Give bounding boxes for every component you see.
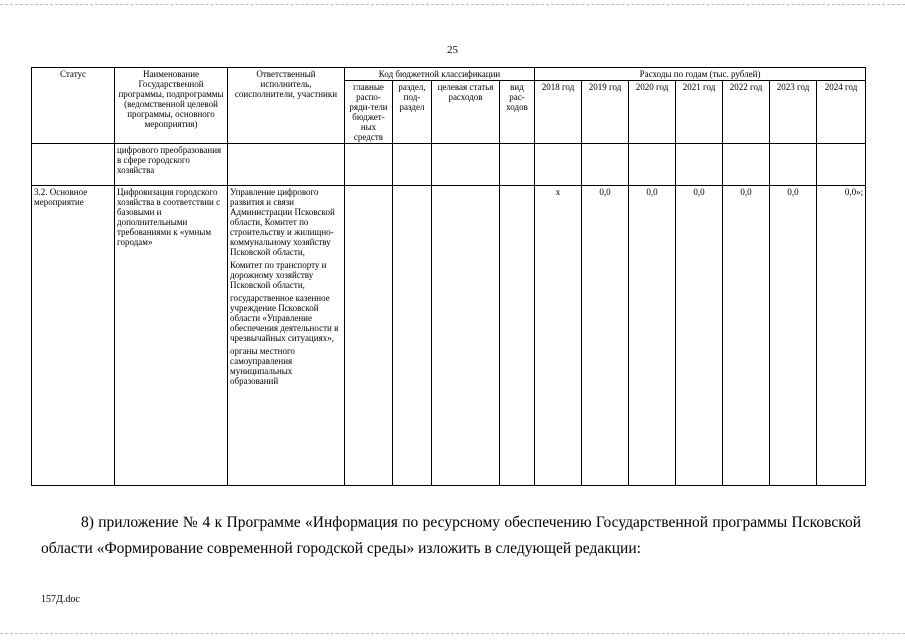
header-year-2020: 2020 год bbox=[629, 81, 676, 144]
header-year-2019: 2019 год bbox=[582, 81, 629, 144]
header-code-target: целевая статья расходов bbox=[432, 81, 500, 144]
value-2022: 0,0 bbox=[723, 186, 770, 486]
header-expenses: Расходы по годам (тыс. рублей) bbox=[535, 68, 866, 81]
value-2018: x bbox=[535, 186, 582, 486]
value-2019: 0,0 bbox=[582, 186, 629, 486]
header-budget-code: Код бюджетной классификации bbox=[345, 68, 535, 81]
value-2024: 0,0»; bbox=[817, 186, 866, 486]
scan-border-bottom bbox=[0, 633, 905, 634]
executor-1: Управление цифрового развития и связи Администрации Псковской области, Комитет по строительству и жилищно-коммунальному хозяйству Псковской области, bbox=[230, 187, 335, 257]
page-number: 25 bbox=[447, 44, 458, 56]
header-executor: Ответственный исполнитель, соисполнители, участники bbox=[228, 68, 345, 144]
value-2021: 0,0 bbox=[676, 186, 723, 486]
header-code-type: вид рас-ходов bbox=[500, 81, 535, 144]
executor-4: органы местного самоуправления муниципальных образований bbox=[230, 346, 295, 386]
row-name: Цифровизация городского хозяйства в соответствии с базовыми и дополнительными требованиями к «умным городам» bbox=[115, 186, 228, 486]
header-year-2024: 2024 год bbox=[817, 81, 866, 144]
row-status: 3.2. Основное мероприятие bbox=[32, 186, 115, 486]
header-year-2022: 2022 год bbox=[723, 81, 770, 144]
row-executors bbox=[228, 186, 345, 486]
continuation-name: цифрового преобразования в сфере городского хозяйства bbox=[115, 144, 228, 186]
footer-filename: 157Д.doc bbox=[41, 594, 80, 605]
header-code-grbs: главные распо-ряди-тели бюджет-ных средств bbox=[345, 81, 393, 144]
amendment-paragraph: 8) приложение № 4 к Программе «Информация по ресурсному обеспечению Государственной программы Псковской области «Формирование современной городской среды» изложить в следующей редакции: bbox=[41, 514, 861, 557]
continuation-row bbox=[32, 144, 866, 186]
value-2023: 0,0 bbox=[770, 186, 817, 486]
executor-2: Комитет по транспорту и дорожному хозяйству Псковской области, bbox=[230, 260, 327, 290]
value-2020: 0,0 bbox=[629, 186, 676, 486]
executor-3: государственное казенное учреждение Псковской области «Управление обеспечения деятельности в чрезвычайных ситуациях», bbox=[230, 293, 339, 343]
scan-border-top bbox=[0, 4, 905, 5]
table-row bbox=[32, 186, 866, 486]
header-year-2021: 2021 год bbox=[676, 81, 723, 144]
header-code-section: раздел, под-раздел bbox=[393, 81, 432, 144]
header-year-2018: 2018 год bbox=[535, 81, 582, 144]
budget-table bbox=[31, 67, 866, 486]
header-row-1 bbox=[32, 68, 866, 81]
header-name: Наименование Государственной программы, подпрограммы (ведомственной целевой программы, основного мероприятия) bbox=[115, 68, 228, 144]
header-status: Статус bbox=[32, 68, 115, 144]
header-year-2023: 2023 год bbox=[770, 81, 817, 144]
